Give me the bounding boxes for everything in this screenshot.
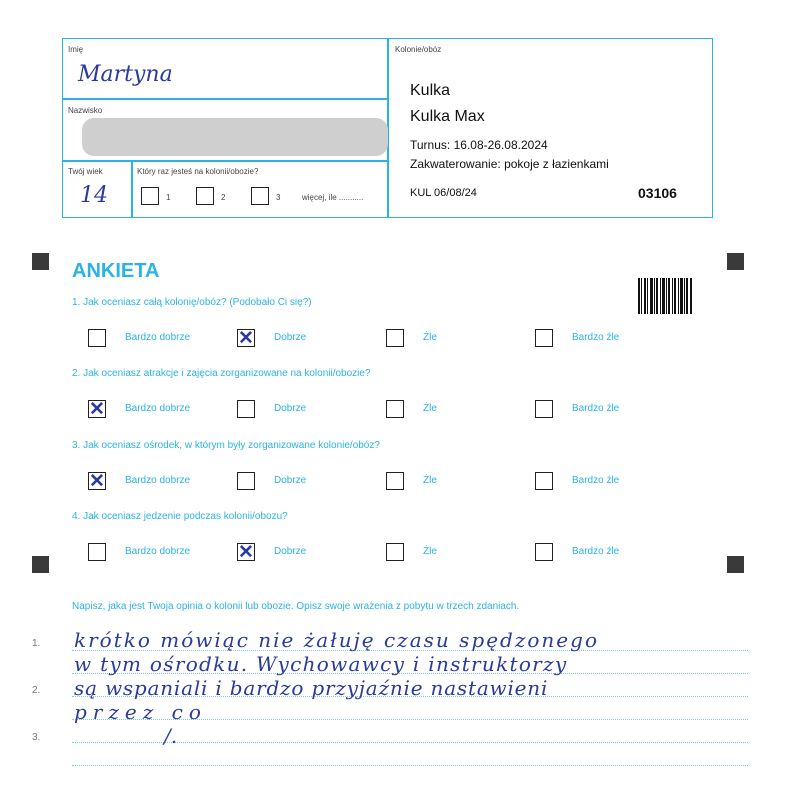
rating-option-label: Dobrze: [274, 403, 307, 414]
rating-option-label: Bardzo dobrze: [125, 546, 191, 557]
handwriting-line-4[interactable]: przez co: [74, 700, 207, 724]
rating-option-label: Źle: [423, 475, 437, 486]
rating-option-label: Źle: [423, 332, 437, 343]
header-divider-2: [62, 160, 387, 162]
zakwaterowanie-label: Zakwaterowanie:: [410, 157, 501, 171]
times-option-1: 1: [166, 193, 171, 202]
rating-option-label: Dobrze: [274, 475, 307, 486]
question-text: 2. Jak oceniasz atrakcje i zajęcia zorganizowane na kolonii/obozie?: [72, 368, 371, 379]
line-number-3: 3.: [32, 732, 41, 743]
rating-option-label: Źle: [423, 546, 437, 557]
checkmark-icon: ✕: [89, 399, 105, 420]
registration-marker-bottom-right: [727, 556, 744, 573]
handwriting-line-5[interactable]: /.: [164, 724, 178, 748]
rating-checkbox[interactable]: [535, 543, 553, 561]
question-text: 3. Jak oceniasz ośrodek, w którym były zorganizowane kolonie/obóz?: [72, 440, 380, 451]
kolonia-subname: Kulka Max: [410, 108, 485, 125]
rating-checkbox[interactable]: [237, 329, 255, 347]
times-checkbox-2[interactable]: [196, 187, 214, 205]
rating-checkbox[interactable]: [535, 400, 553, 418]
form-number: 03106: [638, 185, 677, 201]
rating-checkbox[interactable]: [535, 329, 553, 347]
survey-title: ANKIETA: [72, 260, 160, 282]
times-option-3: 3: [276, 193, 281, 202]
rating-checkbox[interactable]: [386, 543, 404, 561]
imie-value[interactable]: Martyna: [78, 62, 173, 87]
rating-checkbox[interactable]: [88, 329, 106, 347]
turnus-value: 16.08-26.08.2024: [453, 138, 548, 152]
kolonia-name: Kulka: [410, 82, 451, 99]
times-checkbox-3[interactable]: [251, 187, 269, 205]
kolonia-label: Kolonie/obóz: [395, 45, 442, 54]
turnus-row: [410, 138, 548, 152]
answer-line: [72, 765, 748, 766]
line-number-2: 2.: [32, 685, 41, 696]
rating-option-label: Dobrze: [274, 546, 307, 557]
question-text: 1. Jak oceniasz całą kolonię/obóz? (Podobało Ci się?): [72, 297, 312, 308]
rating-option-label: Bardzo dobrze: [125, 403, 191, 414]
checkmark-icon: ✕: [238, 542, 254, 563]
times-option-2: 2: [221, 193, 226, 202]
nazwisko-label: Nazwisko: [68, 106, 103, 115]
registration-marker-top-left: [32, 253, 49, 270]
times-checkbox-1[interactable]: [141, 187, 159, 205]
rating-option-label: Bardzo źle: [572, 475, 620, 486]
rating-option-label: Dobrze: [274, 332, 307, 343]
rating-option-label: Bardzo dobrze: [125, 475, 191, 486]
rating-checkbox[interactable]: [237, 400, 255, 418]
rating-checkbox[interactable]: [88, 543, 106, 561]
wiek-value[interactable]: 14: [80, 183, 108, 208]
wiek-label: Twój wiek: [68, 167, 103, 176]
kolonia-code: KUL 06/08/24: [410, 187, 477, 199]
registration-marker-bottom-left: [32, 556, 49, 573]
checkmark-icon: ✕: [89, 471, 105, 492]
question-text: 4. Jak oceniasz jedzenie podczas kolonii/obozu?: [72, 511, 288, 522]
rating-checkbox[interactable]: [386, 329, 404, 347]
checkmark-icon: ✕: [238, 328, 254, 349]
barcode-icon: [638, 278, 692, 314]
ktory-raz-label: Który raz jesteś na kolonii/obozie?: [137, 167, 259, 176]
handwriting-line-3[interactable]: są wspaniali i bardzo przyjaźnie nastawieni: [74, 676, 549, 700]
imie-label: Imię: [68, 45, 84, 54]
rating-checkbox[interactable]: [237, 543, 255, 561]
registration-marker-top-right: [727, 253, 744, 270]
nazwisko-redacted-field[interactable]: [82, 118, 388, 156]
rating-option-label: Bardzo dobrze: [125, 332, 191, 343]
rating-option-label: Bardzo źle: [572, 403, 620, 414]
zakwaterowanie-row: [410, 157, 609, 171]
opinion-prompt: Napisz, jaka jest Twoja opinia o kolonii lub obozie. Opisz swoje wrażenia z pobytu w trzech zdaniach.: [72, 601, 520, 612]
header-divider-age: [131, 160, 133, 218]
header-divider-1: [62, 98, 387, 100]
handwriting-line-2[interactable]: w tym ośrodku. Wychowawcy i instruktorzy: [74, 652, 568, 676]
rating-option-label: Bardzo źle: [572, 546, 620, 557]
wiecej-label: więcej, ile ...........: [302, 193, 364, 202]
rating-checkbox[interactable]: [237, 472, 255, 490]
rating-option-label: Bardzo źle: [572, 332, 620, 343]
line-number-1: 1.: [32, 638, 41, 649]
rating-checkbox[interactable]: [386, 400, 404, 418]
handwriting-line-1[interactable]: krótko mówiąc nie żałuję czasu spędzonego: [74, 628, 599, 652]
rating-checkbox[interactable]: [386, 472, 404, 490]
turnus-label: Turnus:: [410, 138, 451, 152]
rating-checkbox[interactable]: [88, 472, 106, 490]
rating-checkbox[interactable]: [88, 400, 106, 418]
zakwaterowanie-value: pokoje z łazienkami: [504, 157, 609, 171]
rating-checkbox[interactable]: [535, 472, 553, 490]
rating-option-label: Źle: [423, 403, 437, 414]
